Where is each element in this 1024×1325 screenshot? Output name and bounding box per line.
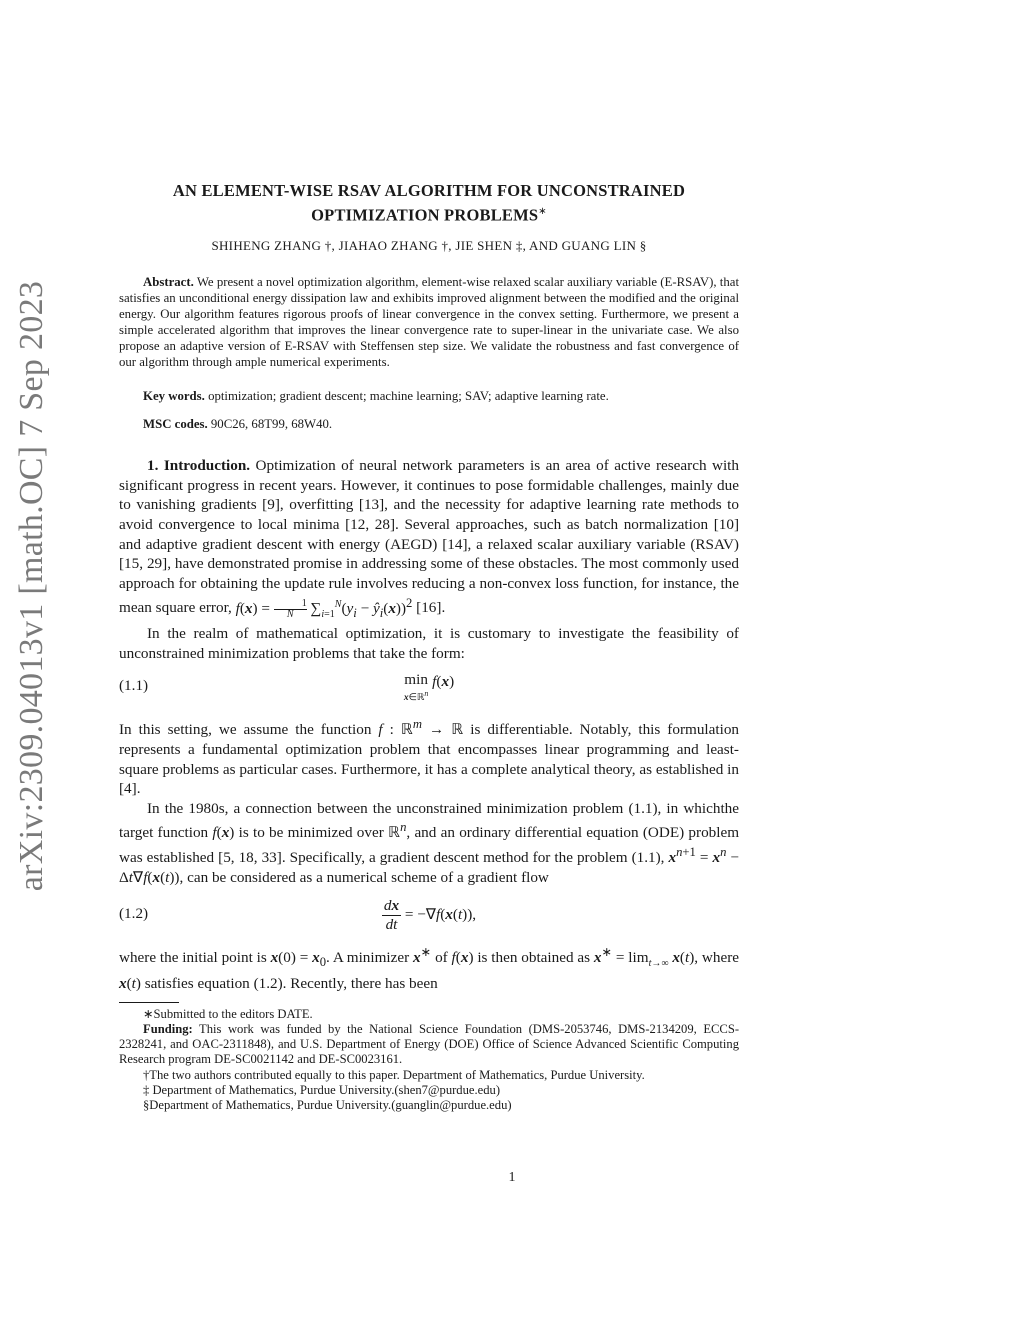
author-list: SHIHENG ZHANG †, JIAHAO ZHANG †, JIE SHEN ‡, AND GUANG LIN § bbox=[211, 237, 647, 253]
footnote-shen: ‡ Department of Mathematics, Purdue University.(shen7@purdue.edu) bbox=[143, 1083, 501, 1098]
equation-body: min x∈ℝ$^n$ f(x) bbox=[403, 671, 455, 704]
keywords-label: Key words. bbox=[143, 388, 205, 403]
msc-text: 90C26, 68T99, 68W40. bbox=[210, 417, 333, 432]
footnote-funding bbox=[119, 1022, 739, 1068]
intro-p4-d: , can be considered as a numerical scheme of a gradient flow bbox=[179, 868, 549, 886]
title-footnote-mark: ∗ bbox=[538, 206, 547, 217]
paper-page bbox=[119, 180, 739, 1114]
intro-p5-c: of bbox=[435, 949, 448, 967]
intro-p5-d: is then obtained as bbox=[477, 949, 591, 967]
equation-number: (1.1) bbox=[119, 677, 149, 695]
funding-label: Funding: bbox=[143, 1021, 193, 1036]
intro-paragraph-3: In this setting, we assume the function f : ℝ$^m$ → ℝ is differentiable. Notably, this formulation represents a fundamental optimization problem that encompasses linear programming and least-square problems as particular cases. Furthermore, it has a complete analytical theory, as established in [4]. bbox=[119, 717, 740, 798]
intro-p3-b: is differentiable. Notably, this formulation represents a fundamental optimization problem that encompasses linear programming and least-square problems as particular cases. Furthermore, it has a complete analytical theory, as established in [4]. bbox=[119, 721, 740, 798]
keywords-text: optimization; gradient descent; machine learning; SAV; adaptive learning rate. bbox=[208, 388, 609, 403]
intro-p1-end: [16]. bbox=[416, 599, 446, 617]
intro-p4-b: is to be minimized over bbox=[238, 824, 384, 842]
intro-paragraph-4: In the 1980s, a connection between the unconstrained minimization problem (1.1), in whichthe target function f(x) is to be minimized over ℝ$^n$, and an ordinary differential equation (ODE) problem was established [5, 18, 33]. Specifically, a gradient descent method for the problem (1.1), $x^{n+1} = x^n - \Delta t\nabla f(x(t))$, can be considered as a numerical scheme of a gradient flow bbox=[119, 799, 740, 886]
intro-paragraph-2: In the realm of mathematical optimization, it is customary to investigate the feasibility of unconstrained minimization problems that take the form: bbox=[119, 625, 739, 662]
footnote-submitted: ∗Submitted to the editors DATE. bbox=[143, 1006, 313, 1021]
intro-p5-f: satisfies equation (1.2). Recently, there has been bbox=[144, 974, 438, 992]
intro-p1-text: Optimization of neural network parameters is an area of active research with significant progress in recent years. However, it continues to pose formidable challenges, mainly due to vanishing gradients [9], overfitting [13], and the necessity for adaptive learning rate methods to avoid convergence to local minima [12, 28]. Several approaches, such as batch normalization [10] and adaptive gradient descent with energy (AEGD) [14], a relaxed scalar auxiliary variable (RSAV) [15, 29], have demonstrated promise in addressing some of these obstacles. The most commonly used approach for obtaining the update rule involves reducing a non-convex loss function, for instance, the mean square error, bbox=[119, 457, 739, 617]
title-line-1: AN ELEMENT-WISE RSAV ALGORITHM FOR UNCONSTRAINED bbox=[172, 181, 686, 200]
page-number: 1 bbox=[508, 1170, 516, 1185]
equation-1-2 bbox=[119, 893, 739, 937]
intro-paragraph-5: where the initial point is $x(0) = x_0$. A minimizer x∗ of f(x) is then obtained as $x^∗ = \lim_{t\to\infty} x(t)$, where x(t) satisfies equation (1.2). Recently, there has been bbox=[119, 945, 739, 992]
intro-p4-a: In the 1980s, a connection between the unconstrained minimization problem (1.1), in whichthe target function bbox=[119, 799, 739, 842]
msc-codes bbox=[119, 416, 739, 432]
footnote-equal-contribution: †The two authors contributed equally to this paper. Department of Mathematics, Purdue University. bbox=[143, 1067, 645, 1082]
abstract bbox=[119, 274, 739, 370]
footnote-rule bbox=[119, 1002, 179, 1003]
abstract-label: Abstract. bbox=[143, 274, 194, 289]
title-line-2: OPTIMIZATION PROBLEMS bbox=[311, 205, 539, 225]
intro-p5-e: , where bbox=[694, 949, 739, 967]
section-heading: 1. Introduction. bbox=[147, 457, 251, 475]
paper-title bbox=[119, 180, 739, 226]
intro-paragraph-1 bbox=[119, 456, 739, 624]
intro-p5-b: . A minimizer bbox=[326, 949, 410, 967]
equation-number: (1.2) bbox=[119, 905, 149, 923]
intro-p5-a: where the initial point is bbox=[119, 949, 267, 967]
mse-formula: f(x) = $\frac{1}{N} \sum_{i=1}^N(y_i$ − $ŷ_i(x))^2$ bbox=[235, 595, 413, 620]
equation-body: $\frac{dx}{dt}$ = −∇f(x(t)), bbox=[383, 897, 477, 934]
arxiv-stamp: arXiv:2309.04013v1 [math.OC] 7 Sep 2023 bbox=[13, 280, 50, 892]
equation-1-1 bbox=[119, 669, 739, 709]
abstract-text: We present a novel optimization algorithm, element-wise relaxed scalar auxiliary variable (E-RSAV), that satisfies an unconditional energy dissipation law and exhibits improved alignment between the modified and the original energy. Our algorithm features rigorous proofs of linear convergence in the convex setting. Furthermore, we present a simple accelerated algorithm that improves the linear convergence rate to super-linear in the univariate case. We also propose an adaptive version of E-RSAV with Steffensen step size. We validate the robustness and fast convergence of our algorithm through ample numerical experiments. bbox=[119, 274, 739, 369]
footnote-lin: §Department of Mathematics, Purdue University.(guanglin@purdue.edu) bbox=[143, 1098, 512, 1113]
keywords bbox=[119, 388, 739, 404]
intro-p4-c: , and an ordinary differential equation (ODE) problem was established [5, 18, 33]. Specifically, a gradient descent method for the problem (1.1), bbox=[119, 824, 740, 867]
funding-text: This work was funded by the National Science Foundation (DMS-2053746, DMS-2134209, ECCS-2328241, and OAC-2311848), and U.S. Department of Energy (DOE) Office of Science Advanced Scientific Computing Research program DE-SC0021142 and DE-SC0023161. bbox=[119, 1021, 740, 1067]
msc-label: MSC codes. bbox=[143, 417, 208, 432]
intro-p3-a: In this setting, we assume the function bbox=[119, 721, 372, 739]
